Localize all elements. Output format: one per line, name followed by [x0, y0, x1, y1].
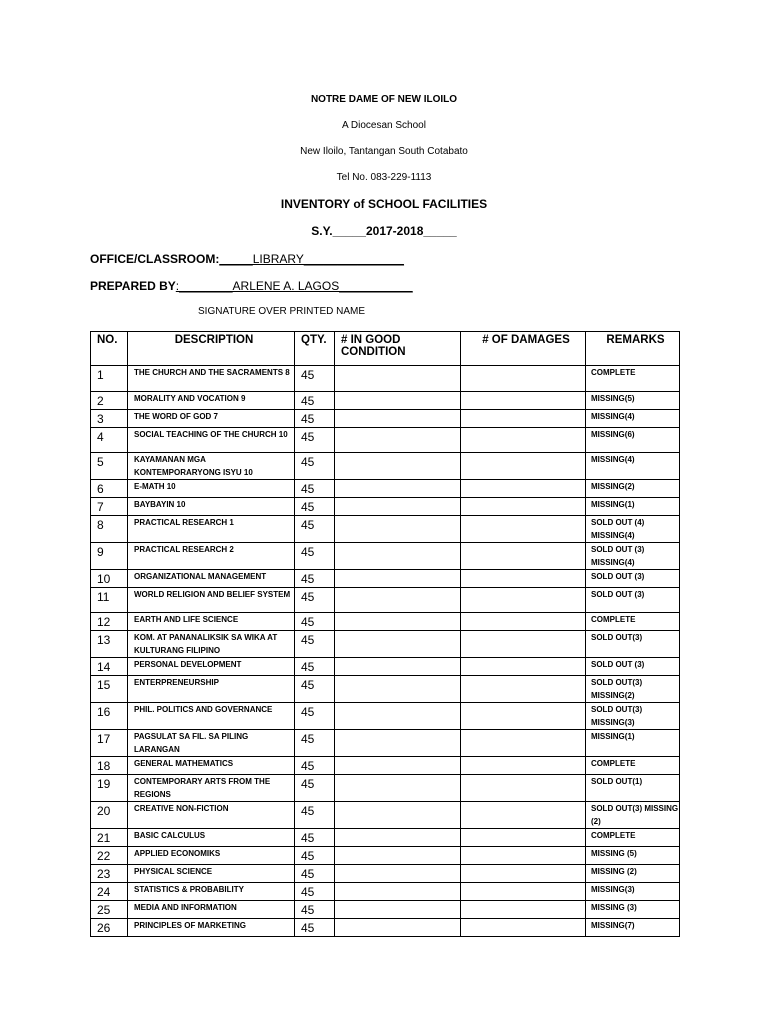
row-good-condition — [335, 703, 461, 730]
row-good-condition — [335, 428, 461, 453]
row-remarks: MISSING(3) — [586, 883, 680, 901]
row-number: 18 — [91, 757, 128, 775]
row-description: SOCIAL TEACHING OF THE CHURCH 10 — [128, 428, 295, 453]
row-damages — [461, 802, 586, 829]
row-number: 24 — [91, 883, 128, 901]
row-damages — [461, 428, 586, 453]
row-damages — [461, 703, 586, 730]
row-remarks: MISSING (5) — [586, 847, 680, 865]
row-good-condition — [335, 410, 461, 428]
row-damages — [461, 570, 586, 588]
office-field — [90, 252, 404, 266]
row-damages — [461, 775, 586, 802]
row-damages — [461, 588, 586, 613]
school-subtitle: A Diocesan School — [342, 120, 426, 131]
row-good-condition — [335, 658, 461, 676]
row-number: 6 — [91, 480, 128, 498]
row-damages — [461, 847, 586, 865]
row-quantity: 45 — [295, 570, 335, 588]
table-row — [91, 453, 680, 480]
prepared-by-value: :________ARLENE A. LAGOS___________ — [175, 279, 413, 293]
row-description: PHYSICAL SCIENCE — [128, 865, 295, 883]
row-number: 11 — [91, 588, 128, 613]
row-quantity: 45 — [295, 703, 335, 730]
table-row — [91, 757, 680, 775]
row-remarks: SOLD OUT (4) MISSING(4) — [586, 516, 680, 543]
table-row — [91, 516, 680, 543]
header-remarks: REMARKS — [586, 332, 680, 366]
row-good-condition — [335, 453, 461, 480]
row-number: 14 — [91, 658, 128, 676]
row-number: 2 — [91, 392, 128, 410]
school-address: New Iloilo, Tantangan South Cotabato — [300, 146, 468, 157]
row-remarks: SOLD OUT(1) — [586, 775, 680, 802]
row-description: CONTEMPORARY ARTS FROM THE REGIONS — [128, 775, 295, 802]
table-row — [91, 428, 680, 453]
row-number: 26 — [91, 919, 128, 937]
row-damages — [461, 676, 586, 703]
row-description: THE CHURCH AND THE SACRAMENTS 8 — [128, 366, 295, 392]
row-number: 20 — [91, 802, 128, 829]
table-row — [91, 919, 680, 937]
row-remarks: COMPLETE — [586, 829, 680, 847]
table-row — [91, 883, 680, 901]
row-good-condition — [335, 588, 461, 613]
row-description: KAYAMANAN MGA KONTEMPORARYONG ISYU 10 — [128, 453, 295, 480]
row-quantity: 45 — [295, 757, 335, 775]
row-good-condition — [335, 883, 461, 901]
row-good-condition — [335, 392, 461, 410]
table-row — [91, 392, 680, 410]
row-number: 4 — [91, 428, 128, 453]
row-number: 7 — [91, 498, 128, 516]
row-damages — [461, 883, 586, 901]
row-good-condition — [335, 631, 461, 658]
row-remarks: SOLD OUT (3) MISSING(4) — [586, 543, 680, 570]
header-damages: # OF DAMAGES — [461, 332, 586, 366]
row-good-condition — [335, 919, 461, 937]
row-remarks: MISSING (2) — [586, 865, 680, 883]
table-row — [91, 480, 680, 498]
office-value: _____LIBRARY_______________ — [219, 252, 404, 266]
school-name: NOTRE DAME OF NEW ILOILO — [310, 94, 458, 105]
row-damages — [461, 543, 586, 570]
row-quantity: 45 — [295, 428, 335, 453]
row-number: 5 — [91, 453, 128, 480]
row-description: STATISTICS & PROBABILITY — [128, 883, 295, 901]
row-quantity: 45 — [295, 410, 335, 428]
row-number: 25 — [91, 901, 128, 919]
table-row — [91, 588, 680, 613]
row-number: 21 — [91, 829, 128, 847]
row-good-condition — [335, 829, 461, 847]
row-number: 23 — [91, 865, 128, 883]
row-description: PRACTICAL RESEARCH 1 — [128, 516, 295, 543]
row-description: MORALITY AND VOCATION 9 — [128, 392, 295, 410]
row-quantity: 45 — [295, 730, 335, 757]
row-description: EARTH AND LIFE SCIENCE — [128, 613, 295, 631]
row-number: 1 — [91, 366, 128, 392]
row-good-condition — [335, 676, 461, 703]
office-label: OFFICE/CLASSROOM: — [90, 252, 220, 266]
row-damages — [461, 480, 586, 498]
row-good-condition — [335, 543, 461, 570]
row-number: 22 — [91, 847, 128, 865]
row-good-condition — [335, 366, 461, 392]
header-good-condition: # IN GOOD CONDITION — [335, 332, 461, 366]
row-number: 3 — [91, 410, 128, 428]
row-remarks: MISSING(7) — [586, 919, 680, 937]
row-good-condition — [335, 570, 461, 588]
row-number: 8 — [91, 516, 128, 543]
row-quantity: 45 — [295, 775, 335, 802]
table-row — [91, 775, 680, 802]
table-row — [91, 703, 680, 730]
header-no: NO. — [91, 332, 128, 366]
row-damages — [461, 730, 586, 757]
table-row — [91, 543, 680, 570]
table-row — [91, 366, 680, 392]
row-remarks: SOLD OUT(3) — [586, 631, 680, 658]
row-good-condition — [335, 480, 461, 498]
table-row — [91, 658, 680, 676]
row-number: 19 — [91, 775, 128, 802]
table-header-row — [91, 332, 680, 366]
row-remarks: MISSING(1) — [586, 730, 680, 757]
table-row — [91, 410, 680, 428]
row-damages — [461, 498, 586, 516]
table-row — [91, 829, 680, 847]
row-good-condition — [335, 613, 461, 631]
row-damages — [461, 392, 586, 410]
school-tel: Tel No. 083-229-1113 — [336, 172, 432, 183]
table-row — [91, 570, 680, 588]
row-number: 10 — [91, 570, 128, 588]
row-quantity: 45 — [295, 588, 335, 613]
row-damages — [461, 410, 586, 428]
row-damages — [461, 631, 586, 658]
row-description: WORLD RELIGION AND BELIEF SYSTEM — [128, 588, 295, 613]
row-damages — [461, 865, 586, 883]
row-quantity: 45 — [295, 658, 335, 676]
row-damages — [461, 901, 586, 919]
row-good-condition — [335, 847, 461, 865]
row-damages — [461, 829, 586, 847]
row-quantity: 45 — [295, 802, 335, 829]
table-row — [91, 631, 680, 658]
row-quantity: 45 — [295, 901, 335, 919]
row-description: PAGSULAT SA FIL. SA PILING LARANGAN — [128, 730, 295, 757]
row-damages — [461, 453, 586, 480]
row-remarks: MISSING(4) — [586, 453, 680, 480]
row-description: KOM. AT PANANALIKSIK SA WIKA AT KULTURANG FILIPINO — [128, 631, 295, 658]
row-damages — [461, 516, 586, 543]
row-remarks: SOLD OUT(3) MISSING (2) — [586, 802, 680, 829]
table-row — [91, 676, 680, 703]
row-quantity: 45 — [295, 676, 335, 703]
document-title: INVENTORY of SCHOOL FACILITIES — [280, 197, 488, 211]
row-description: PRINCIPLES OF MARKETING — [128, 919, 295, 937]
row-description: APPLIED ECONOMIKS — [128, 847, 295, 865]
row-description: PERSONAL DEVELOPMENT — [128, 658, 295, 676]
row-number: 16 — [91, 703, 128, 730]
row-quantity: 45 — [295, 919, 335, 937]
school-year-label: S.Y. — [311, 224, 333, 238]
row-remarks: MISSING(4) — [586, 410, 680, 428]
row-description: CREATIVE NON-FICTION — [128, 802, 295, 829]
row-quantity: 45 — [295, 865, 335, 883]
row-number: 13 — [91, 631, 128, 658]
table-row — [91, 498, 680, 516]
row-description: THE WORD OF GOD 7 — [128, 410, 295, 428]
row-description: BAYBAYIN 10 — [128, 498, 295, 516]
row-quantity: 45 — [295, 543, 335, 570]
row-good-condition — [335, 757, 461, 775]
row-description: ORGANIZATIONAL MANAGEMENT — [128, 570, 295, 588]
row-damages — [461, 757, 586, 775]
table-row — [91, 802, 680, 829]
row-good-condition — [335, 901, 461, 919]
row-remarks: COMPLETE — [586, 366, 680, 392]
prepared-by-label: PREPARED BY — [90, 279, 176, 293]
table-row — [91, 847, 680, 865]
row-remarks: MISSING(2) — [586, 480, 680, 498]
school-year-value: _____2017-2018_____ — [332, 224, 457, 238]
row-quantity: 45 — [295, 883, 335, 901]
row-quantity: 45 — [295, 366, 335, 392]
row-quantity: 45 — [295, 829, 335, 847]
row-damages — [461, 613, 586, 631]
row-quantity: 45 — [295, 392, 335, 410]
row-remarks: MISSING(1) — [586, 498, 680, 516]
row-remarks: COMPLETE — [586, 757, 680, 775]
row-quantity: 45 — [295, 516, 335, 543]
row-quantity: 45 — [295, 480, 335, 498]
row-description: GENERAL MATHEMATICS — [128, 757, 295, 775]
row-quantity: 45 — [295, 453, 335, 480]
row-remarks: MISSING(6) — [586, 428, 680, 453]
row-description: PRACTICAL RESEARCH 2 — [128, 543, 295, 570]
header-description: DESCRIPTION — [128, 332, 295, 366]
prepared-by-field — [90, 279, 413, 293]
row-good-condition — [335, 865, 461, 883]
row-description: MEDIA AND INFORMATION — [128, 901, 295, 919]
row-quantity: 45 — [295, 847, 335, 865]
table-row — [91, 901, 680, 919]
row-good-condition — [335, 498, 461, 516]
table-row — [91, 865, 680, 883]
header-qty: QTY. — [295, 332, 335, 366]
row-remarks: SOLD OUT (3) — [586, 570, 680, 588]
signature-note: SIGNATURE OVER PRINTED NAME — [198, 306, 366, 317]
row-damages — [461, 919, 586, 937]
row-remarks: COMPLETE — [586, 613, 680, 631]
row-description: PHIL. POLITICS AND GOVERNANCE — [128, 703, 295, 730]
row-remarks: MISSING (3) — [586, 901, 680, 919]
table-row — [91, 730, 680, 757]
row-remarks: SOLD OUT(3) MISSING(2) — [586, 676, 680, 703]
school-year — [0, 224, 768, 238]
row-damages — [461, 366, 586, 392]
row-good-condition — [335, 730, 461, 757]
row-number: 15 — [91, 676, 128, 703]
row-quantity: 45 — [295, 613, 335, 631]
row-damages — [461, 658, 586, 676]
row-description: BASIC CALCULUS — [128, 829, 295, 847]
row-number: 12 — [91, 613, 128, 631]
row-quantity: 45 — [295, 498, 335, 516]
row-description: E-MATH 10 — [128, 480, 295, 498]
row-good-condition — [335, 802, 461, 829]
row-good-condition — [335, 516, 461, 543]
row-number: 9 — [91, 543, 128, 570]
row-number: 17 — [91, 730, 128, 757]
row-good-condition — [335, 775, 461, 802]
row-remarks: SOLD OUT(3) MISSING(3) — [586, 703, 680, 730]
row-remarks: MISSING(5) — [586, 392, 680, 410]
inventory-table — [90, 331, 680, 937]
row-remarks: SOLD OUT (3) — [586, 588, 680, 613]
table-row — [91, 613, 680, 631]
row-remarks: SOLD OUT (3) — [586, 658, 680, 676]
row-quantity: 45 — [295, 631, 335, 658]
row-description: ENTERPRENEURSHIP — [128, 676, 295, 703]
